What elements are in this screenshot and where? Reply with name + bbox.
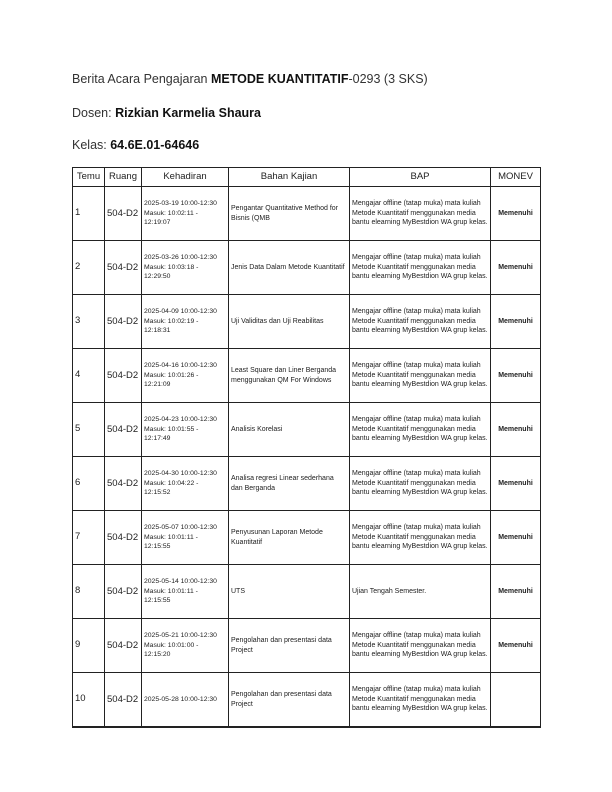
schedule-time: 2025-04-23 10:00-12:30 xyxy=(144,415,217,423)
attendance-cell xyxy=(142,565,229,619)
room: 504-D2 xyxy=(105,619,142,673)
bap-description: Mengajar offline (tatap muka) mata kuliah Metode Kuantitatif menggunakan media bantu elearning MyBestdion WA grup kelas. xyxy=(350,241,491,295)
checkin-time: Masuk: 10:01:55 - 12:17:49 xyxy=(144,425,199,443)
attendance-cell xyxy=(142,619,229,673)
table-row xyxy=(73,295,541,349)
meeting-number: 10 xyxy=(73,673,105,728)
col-header-bahan-kajian: Bahan Kajian xyxy=(229,168,350,187)
bap-description: Mengajar offline (tatap muka) mata kuliah Metode Kuantitatif menggunakan media bantu elearning MyBestdion WA grup kelas. xyxy=(350,403,491,457)
attendance-cell xyxy=(142,349,229,403)
room: 504-D2 xyxy=(105,187,142,241)
checkin-time: Masuk: 10:03:18 - 12:29:50 xyxy=(144,263,199,281)
attendance-cell xyxy=(142,187,229,241)
attendance-cell xyxy=(142,511,229,565)
table-row xyxy=(73,457,541,511)
col-header-bap: BAP xyxy=(350,168,491,187)
topic: Analisis Korelasi xyxy=(229,403,350,457)
meeting-number: 3 xyxy=(73,295,105,349)
monev-status: Memenuhi xyxy=(491,619,541,673)
checkin-time: Masuk: 10:01:11 - 12:15:55 xyxy=(144,533,198,551)
checkin-time: Masuk: 10:02:11 - 12:19:07 xyxy=(144,209,198,227)
attendance-cell xyxy=(142,673,229,728)
meeting-number: 5 xyxy=(73,403,105,457)
table-row xyxy=(73,673,541,728)
course-suffix: -0293 (3 SKS) xyxy=(348,72,428,86)
attendance-table xyxy=(72,167,541,728)
schedule-time: 2025-04-30 10:00-12:30 xyxy=(144,469,217,477)
bap-description: Ujian Tengah Semester. xyxy=(350,565,491,619)
title-prefix: Berita Acara Pengajaran xyxy=(72,72,211,86)
monev-status: Memenuhi xyxy=(491,295,541,349)
checkin-time: Masuk: 10:01:26 - 12:21:09 xyxy=(144,371,199,389)
meeting-number: 6 xyxy=(73,457,105,511)
table-header-row xyxy=(73,168,541,187)
bap-description: Mengajar offline (tatap muka) mata kuliah Metode Kuantitatif menggunakan media bantu elearning MyBestdion WA grup kelas. xyxy=(350,457,491,511)
monev-status: Memenuhi xyxy=(491,403,541,457)
room: 504-D2 xyxy=(105,403,142,457)
schedule-time: 2025-04-16 10:00-12:30 xyxy=(144,361,217,369)
schedule-time: 2025-05-21 10:00-12:30 xyxy=(144,631,217,639)
table-row xyxy=(73,619,541,673)
checkin-time: Masuk: 10:02:19 - 12:18:31 xyxy=(144,317,199,335)
dosen-line xyxy=(72,106,261,120)
col-header-ruang: Ruang xyxy=(105,168,142,187)
attendance-cell xyxy=(142,295,229,349)
checkin-time: Masuk: 10:04:22 - 12:15:52 xyxy=(144,479,199,497)
room: 504-D2 xyxy=(105,241,142,295)
meeting-number: 2 xyxy=(73,241,105,295)
monev-status: Memenuhi xyxy=(491,349,541,403)
meeting-number: 8 xyxy=(73,565,105,619)
table-row xyxy=(73,241,541,295)
dosen-label: Dosen: xyxy=(72,106,116,120)
course-name: METODE KUANTITATIF xyxy=(210,72,349,86)
monev-status xyxy=(491,673,541,728)
bap-description: Mengajar offline (tatap muka) mata kuliah Metode Kuantitatif menggunakan media bantu elearning MyBestdion WA grup kelas. xyxy=(350,511,491,565)
checkin-time: Masuk: 10:01:11 - 12:15:55 xyxy=(144,587,198,605)
attendance-cell xyxy=(142,403,229,457)
room: 504-D2 xyxy=(105,565,142,619)
table-row xyxy=(73,565,541,619)
dosen-name: Rizkian Karmelia Shaura xyxy=(115,106,261,120)
topic: Analisa regresi Linear sederhana dan Berganda xyxy=(229,457,350,511)
bap-description: Mengajar offline (tatap muka) mata kuliah Metode Kuantitatif menggunakan media bantu elearning MyBestdion WA grup kelas. xyxy=(350,673,491,728)
room: 504-D2 xyxy=(105,349,142,403)
schedule-time: 2025-04-09 10:00-12:30 xyxy=(144,307,217,315)
room: 504-D2 xyxy=(105,511,142,565)
topic: UTS xyxy=(229,565,350,619)
meeting-number: 4 xyxy=(73,349,105,403)
kelas-label: Kelas: xyxy=(72,138,111,152)
topic: Least Square dan Liner Berganda menggunakan QM For Windows xyxy=(229,349,350,403)
attendance-cell xyxy=(142,457,229,511)
bap-description: Mengajar offline (tatap muka) mata kuliah Metode Kuantitatif menggunakan media bantu elearning MyBestdion WA grup kelas. xyxy=(350,187,491,241)
room: 504-D2 xyxy=(105,295,142,349)
kelas-value: 64.6E.01-64646 xyxy=(110,138,200,152)
room: 504-D2 xyxy=(105,673,142,728)
monev-status: Memenuhi xyxy=(491,187,541,241)
topic: Pengantar Quantitative Method for Bisnis (QMB xyxy=(229,187,350,241)
monev-status: Memenuhi xyxy=(491,565,541,619)
meeting-number: 1 xyxy=(73,187,105,241)
bap-description: Mengajar offline (tatap muka) mata kuliah Metode Kuantitatif menggunakan media bantu elearning MyBestdion WA grup kelas. xyxy=(350,619,491,673)
room: 504-D2 xyxy=(105,457,142,511)
topic: Uji Validitas dan Uji Reabilitas xyxy=(229,295,350,349)
table-row xyxy=(73,187,541,241)
table-row xyxy=(73,511,541,565)
table-row xyxy=(73,403,541,457)
schedule-time: 2025-05-28 10:00-12:30 xyxy=(144,695,217,703)
attendance-cell xyxy=(142,241,229,295)
bap-description: Mengajar offline (tatap muka) mata kuliah Metode Kuantitatif menggunakan media bantu elearning MyBestdion WA grup kelas. xyxy=(350,349,491,403)
checkin-time: Masuk: 10:01:00 - 12:15:20 xyxy=(144,641,199,659)
col-header-monev: MONEV xyxy=(491,168,541,187)
col-header-temu: Temu xyxy=(73,168,105,187)
table-row xyxy=(73,349,541,403)
topic: Pengolahan dan presentasi data Project xyxy=(229,619,350,673)
topic: Jenis Data Dalam Metode Kuantitatif xyxy=(229,241,350,295)
document-title xyxy=(72,72,428,86)
meeting-number: 9 xyxy=(73,619,105,673)
schedule-time: 2025-05-14 10:00-12:30 xyxy=(144,577,217,585)
schedule-time: 2025-05-07 10:00-12:30 xyxy=(144,523,217,531)
topic: Pengolahan dan presentasi data Project xyxy=(229,673,350,728)
schedule-time: 2025-03-19 10:00-12:30 xyxy=(144,199,217,207)
monev-status: Memenuhi xyxy=(491,511,541,565)
monev-status: Memenuhi xyxy=(491,241,541,295)
topic: Penyusunan Laporan Metode Kuantitatif xyxy=(229,511,350,565)
kelas-line xyxy=(72,138,199,152)
bap-description: Mengajar offline (tatap muka) mata kuliah Metode Kuantitatif menggunakan media bantu elearning MyBestdion WA grup kelas. xyxy=(350,295,491,349)
schedule-time: 2025-03-26 10:00-12:30 xyxy=(144,253,217,261)
col-header-kehadiran: Kehadiran xyxy=(142,168,229,187)
meeting-number: 7 xyxy=(73,511,105,565)
monev-status: Memenuhi xyxy=(491,457,541,511)
table-body xyxy=(73,187,541,728)
